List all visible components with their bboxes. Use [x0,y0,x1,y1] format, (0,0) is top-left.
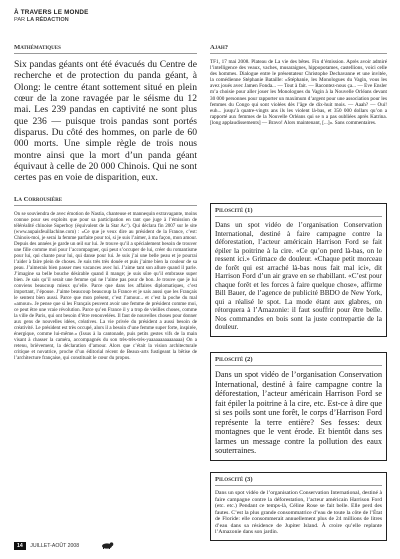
left-column [14,44,197,361]
box-heading-1: Piloscité (1) [215,207,382,217]
section-heading-corrousiere: La Corrousière [14,196,197,206]
piloscite-box-3 [210,472,387,541]
box-text-2: Dans un spot vidéo de l’organisation Conservation International, destiné à faire campagne contre la déforestation, l’acteur américain Harrison Ford se fait épiler la poitrine à la cire, etc. Est-ce à dire que si ses poils sont une forêt, le corps d’Harrison Ford représente la terre entière? Ses fesses: deux montagnes que le vent érode. Et bientôt dans ses larmes un message contre la pollution des eaux souterraines. [215,370,382,456]
article-corrousiere: On se souviendra de avec émotion de Nastia, chanteuse et mannequin extravagante, moins connue pour ses exploits que pour sa participation en tant que juge à l’émission de téléréalité chinoise Superboy (équivalent de la Star Ac’). Qui déclara fin 2007 sur le site (www.aupaisfeuillachine.com) : «Ce que je veux dire au président de la France, c’est: Chinois-moi, je serai la femme parfaite pour toi, si je suis l’aimer, à ma façon, mon amour. Depuis des années je garde un œil sur lui. Je trouve qu’il a spécialement besoin de trouver une fille comme moi pour l’accompagner, qui peut s’occuper de lui, créer du romantisme pour lui, qui chante pour lui, qui danse pour lui. Je suis j’ai une belle peau et je pourrai l’aider à faire plein de choses. Je suis très très douée et puis j’aime bien la couleur de sa peau. J’aimerais bien passer mes vacances avec lui. J’aime tant son allure quand il parle. J’imagine sa belle bouche désirable quand il mange; je suis sûre qu’il embrasse super bien. Je sais qu’il serait une femme qui ne l’aime pas pour de bon. Je trouve que je lui conviens beaucoup mieux qu’elle. Parce que dans les affaires diplomatiques, c’est important, l’épouse. J’aime beaucoup beaucoup la France et je sais aussi que les Français le sentent bien aussi. Parce que mon présent, c’est l’amour... et c’est la poche du mal «amour». Je pense que si les Français peuvent avoir une femme de président comme moi, ce peut être une vraie révolution. Parce qu’en France il y a trop de vieilles choses, comme la ville de Paris, qui ont besoin d’être renouvelées. Il faut de nouvelles choses pour donner aux gens de nouvelles idées, créatives. La vie privée du président a aussi besoin de créativité. Le président est très occupé, alors il a besoin d’une femme super forte, inspirée, énergique, comme lui-même.» (Issus à la cantonade, puis petits gestes vifs de la main visant à chasser la caméra, accompagnés du son très-très-très-yaaaaaaaaaaaaaaa) On a retenu, brièvement, la déclaration d’amour. Alors que c’était la vision architecturale critique et novatrice, proche d’un éditorial récent de Beaux-arts fustigeant la bêtise de l’architecture française, qui constituait le cœur du propos. [14,210,197,362]
article-mathematiques: Six pandas géants ont été évacués du Centre de recherche et de protection du panda géant, à Olong: le centre étant sottement situé en plein cœur de la zone ravagée par le séisme du 12 mai. Les 239 pandas en captivité ne sont plus que 236 — puisque trois pandas sont portés disparus. Du côté des hommes, on parle de 60 000 morts. Une simple règle de trois nous montre ainsi que la mort d’un panda géant équivaut à celle de 20 000 Chinois. Qui ne sont certes pas en voie de disparition, eux. [14,59,197,184]
byline-author: LA RÉDACTION [26,17,69,23]
page-footer [14,542,384,552]
column-byline [14,17,144,23]
page-number: 14 [14,542,26,550]
box-heading-3: Piloscité (3) [215,476,382,486]
piloscite-box-1 [210,203,387,337]
box-text-1: Dans un spot vidéo de l’organisation Conservation International, destiné à faire campagne contre la déforestation, l’acteur américain Harrison Ford se fait épiler la poitrine à la cire. «Ce qu’on perd là-bas, on le ressent ici.» Grimace de douleur. «Chaque petit morceau de forêt qui est arraché là-bas nous fait mal ici», dit Harrison Ford d’un air grave en se rhabillant. «C’est pour chaque forêt et les forces à faire quelque chose», affirme Bill Bauer, de l’agence de publicité BBDO de New York, qui a réalisé le spot. La mode étant aux glabres, on rétorquera à l’Amazonie: il faut souffrir pour être belle. Nos commandes en bois sont la juste contrepartie de la douleur. [215,221,382,331]
column-title: À TRAVERS LE MONDE [14,9,89,16]
magazine-header [14,9,144,23]
byline-prefix: PAR [14,17,26,23]
box-heading-2: Piloscité (2) [215,356,382,366]
mascot-icon [100,541,114,549]
section-heading-mathematiques: Mathématiques [14,44,197,54]
box-text-3: Dans un spot vidéo de l’organisation Conservation International, destiné à faire campagne contre la déforestation, l’acteur américain Harrison Ford (etc. etc.) Pendant ce temps-là, Céline Rose se fait belle. Elle perd des fautes. C’est la plus grande consommatrice d’eau de toute la côte de l’État de Floride: elle consommerait annuellement plus de 24 millions de litres d’eau dans sa résidence de Jupiter Island. À croire qu’elle replante l’Amazonie dans son jardin. [215,490,382,536]
piloscite-box-2 [210,352,387,461]
section-heading-ajah: Ajah? [210,44,387,54]
article-ajah: TF1, 17 mai 2008. Plateau de La vie des bêtes. Fin d’émission. Après avoir admiré l’intelligence des veaux, vaches, musaraignes, hippopotames, castellions, voici celle des hommes. Dialogue entre le présentateur Christophe Dechavanne et une invitée, la comédienne Stéphanie Bataille: «Stéphanie, les Monologues du Vagin, vous les avez joués avec Jamen Fonda... — Tout à fait. — Racontez-nous ça... — Eve Ensler m’a choisie pour aller jouer les Monologues du Vagin à la Nouvelle Orléans devant 30 000 personnes pour rapporter un maximum d’argent pour une association pour les femmes du Congo qui sont violées dès l’âge de dix-huit mois. — Aaah? — Oui! euh... jusqu’à quatre-vingts ans ils les violent là-bas, et 350 000 dollars qu’on a rapporté aux femmes de la Nouvelle Orléans qui se n a pas oubliées après Katrina. [long applaudissements] — Bravo! Alors maintenant, [...]». Sans commentaires. [210,59,387,126]
issue-date: JUILLET-AOÛT 2008 [30,543,80,549]
right-column [210,44,387,126]
